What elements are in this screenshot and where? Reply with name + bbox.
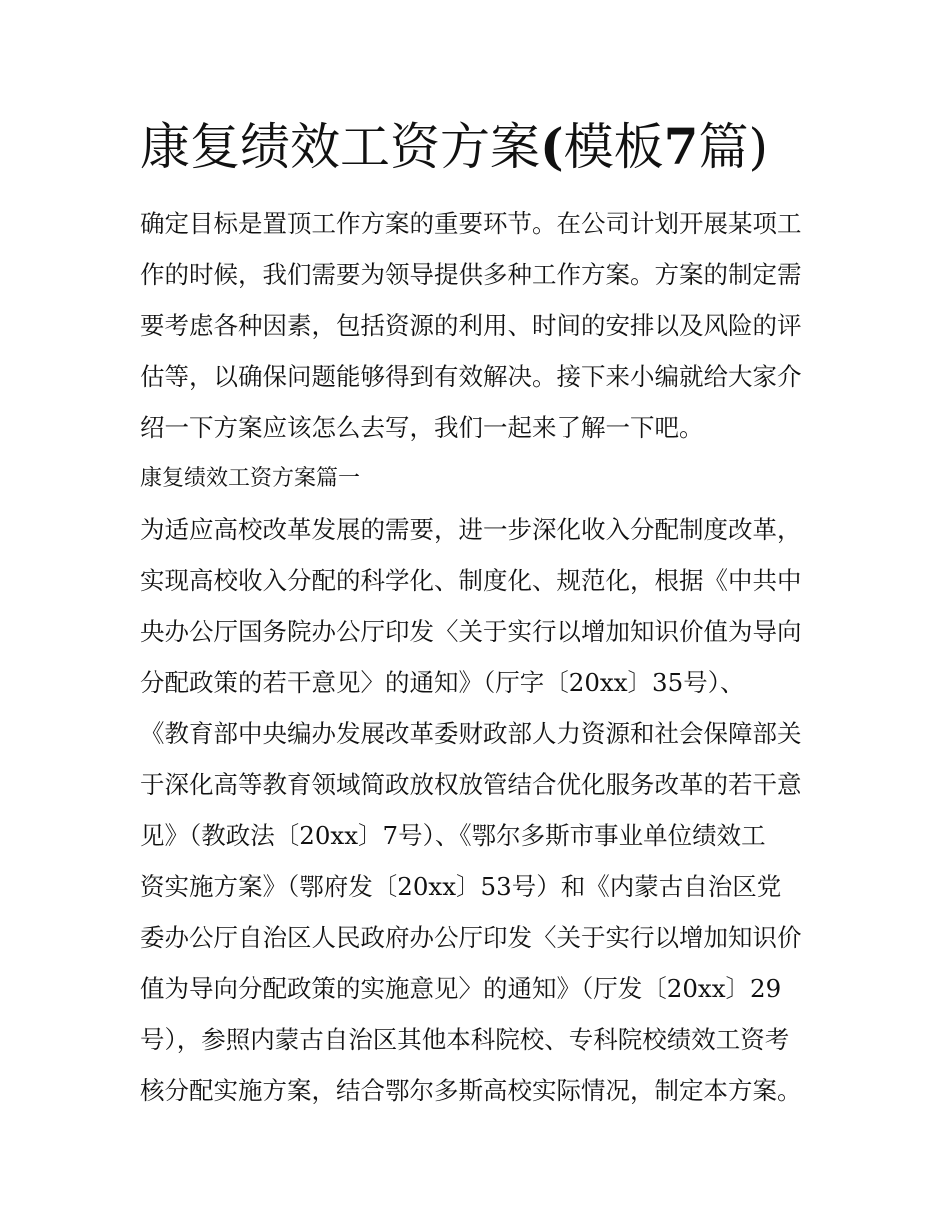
title-prefix: 康复绩效工资方案 bbox=[140, 118, 540, 176]
document-title bbox=[140, 112, 840, 182]
section-line: 号），参照内蒙古自治区其他本科院校、专科院校绩效工资考 bbox=[140, 1025, 790, 1054]
section-line: 见》（教政法〔20xx〕7号）、《鄂尔多斯市事业单位绩效工 bbox=[140, 821, 766, 850]
section-line: 资实施方案》（鄂府发〔20xx〕53号）和《内蒙古自治区党 bbox=[140, 872, 782, 901]
section-line: 核分配实施方案，结合鄂尔多斯高校实际情况，制定本方案。 bbox=[140, 1076, 802, 1105]
title-open-paren: ( bbox=[540, 117, 564, 176]
intro-line: 绍一下方案应该怎么去写，我们一起来了解一下吧。 bbox=[140, 413, 704, 442]
section-line: 《教育部中央编办发展改革委财政部人力资源和社会保障部关 bbox=[140, 719, 802, 748]
section-line: 央办公厅国务院办公厅印发〈关于实行以增加知识价值为导向 bbox=[140, 617, 802, 646]
title-middle: 模板 bbox=[563, 118, 664, 176]
section-line: 于深化高等教育领域简政放权放管结合优化服务改革的若干意 bbox=[140, 770, 802, 799]
section-line: 为适应高校改革发展的需要，进一步深化收入分配制度改革， bbox=[140, 515, 802, 544]
section-line: 值为导向分配政策的实施意见〉的通知》（厅发〔20xx〕29 bbox=[140, 974, 782, 1003]
document-body bbox=[140, 198, 815, 1116]
intro-line: 作的时候，我们需要为领导提供多种工作方案。方案的制定需 bbox=[140, 260, 802, 289]
section-line: 分配政策的若干意见〉的通知》（厅字〔20xx〕35号）、 bbox=[140, 668, 745, 697]
intro-line: 确定目标是置顶工作方案的重要环节。在公司计划开展某项工 bbox=[140, 209, 802, 238]
intro-line: 估等，以确保问题能够得到有效解决。接下来小编就给大家介 bbox=[140, 362, 802, 391]
title-suffix: 篇) bbox=[698, 118, 768, 176]
section-line: 委办公厅自治区人民政府办公厅印发〈关于实行以增加知识价 bbox=[140, 923, 802, 952]
title-number: 7 bbox=[663, 117, 699, 176]
section-line: 实现高校收入分配的科学化、制度化、规范化，根据《中共中 bbox=[140, 566, 802, 595]
intro-line: 要考虑各种因素，包括资源的利用、时间的安排以及风险的评 bbox=[140, 311, 802, 340]
section-heading: 康复绩效工资方案篇一 bbox=[140, 466, 361, 491]
